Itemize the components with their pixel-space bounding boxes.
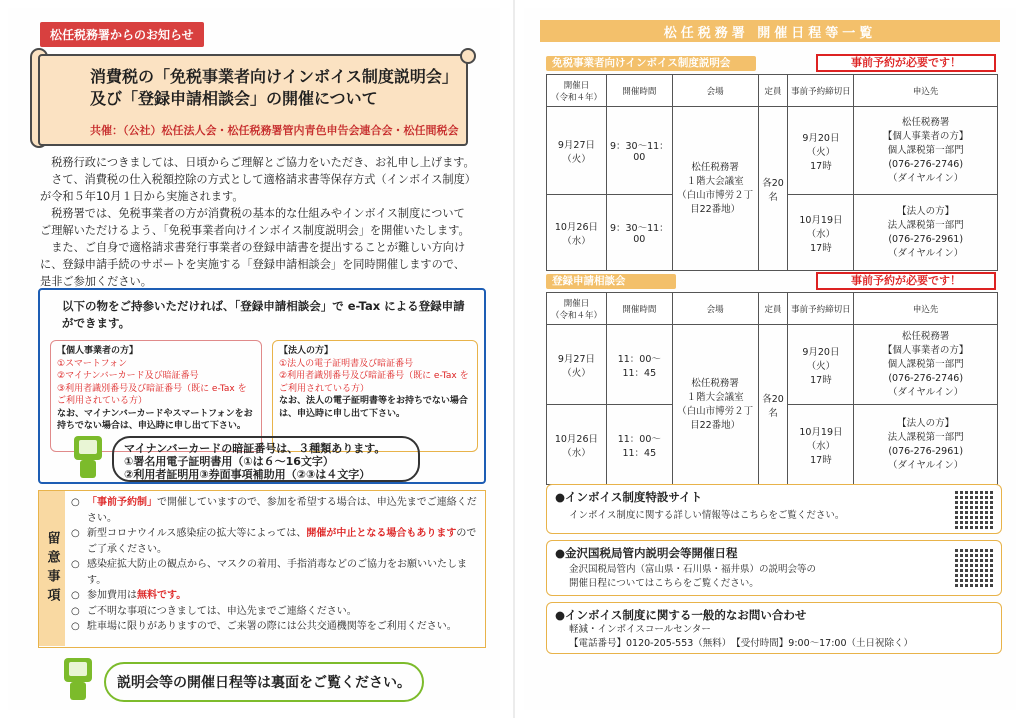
col-apply: 申込先 [854, 293, 998, 325]
date-cell: 10月26日 （水） [547, 405, 607, 485]
col-deadline: 事前予約締切日 [788, 293, 854, 325]
consultation-schedule-table [546, 292, 998, 485]
deadline-cell: 10月19日 （水） 17時 [788, 405, 854, 485]
intro-line: また、ご自身で適格請求書発行事業者の登録申請書を提出することが難しい方向け [40, 241, 466, 254]
pin-line-2: ①署名用電子証明書用（①は６～16文字） [124, 455, 334, 468]
col-venue: 会場 [672, 293, 758, 325]
section-seminar-label: 免税事業者向けインボイス制度説明会 [546, 56, 756, 71]
col-capacity: 定員 [758, 75, 788, 107]
individual-item: ③利用者識別番号及び暗証番号（既に e-Tax をご利用されている方） [57, 383, 247, 406]
intro-line: に、登録申請手続のサポートを実施する「登録申請相談会」を同時開催しますので、 [40, 258, 465, 271]
mascot-icon [60, 658, 96, 702]
apply-cell: 松任税務署 【個人事業者の方】 個人課税第一部門 (076-276-2746) （ダイヤルイン） [854, 107, 998, 195]
col-capacity: 定員 [758, 293, 788, 325]
venue-cell: 松任税務署 １階大会議室 （白山市博労２丁 目22番地） [672, 107, 758, 271]
notes-side-label: 留意事項 [39, 491, 65, 646]
deadline-cell: 9月20日 （火） 17時 [788, 107, 854, 195]
pin-info-bubble [112, 436, 420, 482]
invoice-site-box [546, 484, 1002, 534]
reservation-required-badge: 事前予約が必要です！ [816, 54, 996, 72]
capacity-cell: 各20名 [758, 107, 788, 271]
notes-list [71, 495, 481, 635]
col-apply: 申込先 [854, 75, 998, 107]
intro-line: 是非ご参加ください。 [40, 275, 152, 288]
table-row [547, 325, 998, 405]
back-page [524, 8, 1016, 710]
notes-box [38, 490, 486, 648]
corporate-note: なお、法人の電子証明書等をお持ちでない場合は、申込時に申し出て下さい。 [279, 396, 468, 419]
invoice-site-desc: インボイス制度に関する詳しい情報等はこちらをご覧ください。 [569, 510, 845, 521]
section-consultation-label: 登録申請相談会 [546, 274, 676, 289]
col-date: 開催日 （令和４年） [547, 293, 607, 325]
kanazawa-schedule-title: ●金沢国税局管内説明会等開催日程 [555, 546, 738, 560]
intro-paragraph [40, 154, 480, 290]
col-venue: 会場 [672, 75, 758, 107]
intro-line: が令和５年10月１日から実施されます。 [40, 190, 244, 203]
note-item: ○ 「事前予約制」で開催していますので、参加を希望する場合は、申込先までご連絡ください。 [71, 495, 481, 526]
corporate-heading: 【法人の方】 [279, 346, 334, 356]
note-item: ○ 感染症拡大防止の観点から、マスクの着用、手指消毒などのご協力をお願いいたします。 [71, 557, 481, 588]
qr-code-icon[interactable] [953, 547, 993, 587]
mascot-icon [70, 436, 106, 480]
intro-line: さて、消費税の仕入税額控除の方式として適格請求書等保存方式（インボイス制度） [40, 173, 476, 186]
pin-line-3: ②利用者証明用③券面事項補助用（②③は４文字） [124, 468, 371, 481]
call-center-phone-hours: 【電話番号】0120-205-553（無料） 【受付時間】9:00～17:00（土日祝除く） [569, 638, 914, 649]
time-cell: 11：00～11：45 [606, 325, 672, 405]
apply-cell: 【法人の方】 法人課税第一部門 (076-276-2961) （ダイヤルイン） [854, 195, 998, 271]
date-cell: 9月27日 （火） [547, 325, 607, 405]
bring-items-heading: 以下の物をご持参いただければ、「登録申請相談会」で e-Tax による登録申請ができます。 [62, 299, 465, 330]
venue-cell: 松任税務署 １階大会議室 （白山市博労２丁 目22番地） [672, 325, 758, 485]
title-banner [38, 54, 468, 146]
table-row [547, 107, 998, 195]
time-cell: 9：30～11：00 [606, 195, 672, 271]
pin-line-1: マイナンバーカードの暗証番号は、３種類あります。 [124, 442, 386, 455]
apply-cell: 松任税務署 【個人事業者の方】 個人課税第一部門 (076-276-2746) （ダイヤルイン） [854, 325, 998, 405]
qr-code-icon[interactable] [953, 489, 993, 529]
kanazawa-schedule-desc-1: 金沢国税局管内（富山県・石川県・福井県）の説明会等の [569, 564, 817, 575]
scroll-curl-right [460, 48, 476, 64]
note-item: ○ 新型コロナウイルス感染症の拡大等によっては、開催が中止となる場合もありますのでご了承ください。 [71, 526, 481, 557]
individual-heading: 【個人事業者の方】 [57, 346, 139, 356]
page-fold [513, 0, 515, 718]
front-page [8, 8, 500, 710]
intro-line: 税務署では、免税事業者の方が消費税の基本的な仕組みやインボイス制度について [40, 207, 465, 220]
deadline-cell: 9月20日 （火） 17時 [788, 325, 854, 405]
kanazawa-schedule-box [546, 540, 1002, 596]
deadline-cell: 10月19日 （水） 17時 [788, 195, 854, 271]
kanazawa-schedule-desc-2: 開催日程についてはこちらをご覧ください。 [569, 578, 759, 589]
see-reverse-notice: 説明会等の開催日程等は裏面をご覧ください。 [104, 662, 424, 702]
seminar-schedule-table [546, 74, 998, 271]
contact-title: ●インボイス制度に関する一般的なお問い合わせ [555, 608, 807, 622]
call-center-name: 軽減・インボイスコールセンター [569, 624, 711, 635]
invoice-site-title: ●インボイス制度特設サイト [555, 490, 703, 504]
individual-item: ②マイナンバーカード及び暗証番号 [57, 371, 199, 381]
col-date: 開催日 （令和４年） [547, 75, 607, 107]
title-line-1: 消費税の「免税事業者向けインボイス制度説明会」 [90, 67, 458, 86]
note-item: ○ ご不明な事項につきましては、申込先までご連絡ください。 [71, 604, 481, 620]
title-line-2: 及び「登録申請相談会」の開催について [90, 89, 378, 108]
time-cell: 11：00～11：45 [606, 405, 672, 485]
office-notice-tag: 松任税務署からのお知らせ [40, 22, 204, 47]
note-item: ○ 参加費用は無料です。 [71, 588, 481, 604]
intro-line: ご理解いただけるよう、「免税事業者向けインボイス制度説明会」を開催いたします。 [40, 224, 470, 237]
time-cell: 9：30～11：00 [606, 107, 672, 195]
date-cell: 9月27日 （火） [547, 107, 607, 195]
contact-box [546, 602, 1002, 654]
corporate-item: ①法人の電子証明書及び暗証番号 [279, 358, 414, 369]
apply-cell: 【法人の方】 法人課税第一部門 (076-276-2961) （ダイヤルイン） [854, 405, 998, 485]
col-time: 開催時間 [606, 293, 672, 325]
individual-note: なお、マイナンバーカードやスマートフォンをお持ちでない場合は、申込時に申し出て下さい。 [57, 408, 253, 431]
col-deadline: 事前予約締切日 [788, 75, 854, 107]
corporate-item: ②利用者識別番号及び暗証番号（既に e-Tax をご利用されている方） [279, 371, 469, 394]
intro-line: 税務行政につきましては、日頃からご理解とご協力をいただき、お礼申し上げます。 [40, 156, 475, 169]
schedule-title: 松任税務署 開催日程等一覧 [540, 20, 1000, 42]
reservation-required-badge: 事前予約が必要です！ [816, 272, 996, 290]
col-time: 開催時間 [606, 75, 672, 107]
cohost-text: 共催：（公社）松任法人会・松任税務署管内青色申告会連合会・松任間税会 [90, 124, 459, 137]
individual-item: ①スマートフォン [57, 358, 128, 369]
date-cell: 10月26日 （水） [547, 195, 607, 271]
capacity-cell: 各20名 [758, 325, 788, 485]
note-item: ○ 駐車場に限りがありますので、ご来署の際には公共交通機関等をご利用ください。 [71, 619, 481, 635]
